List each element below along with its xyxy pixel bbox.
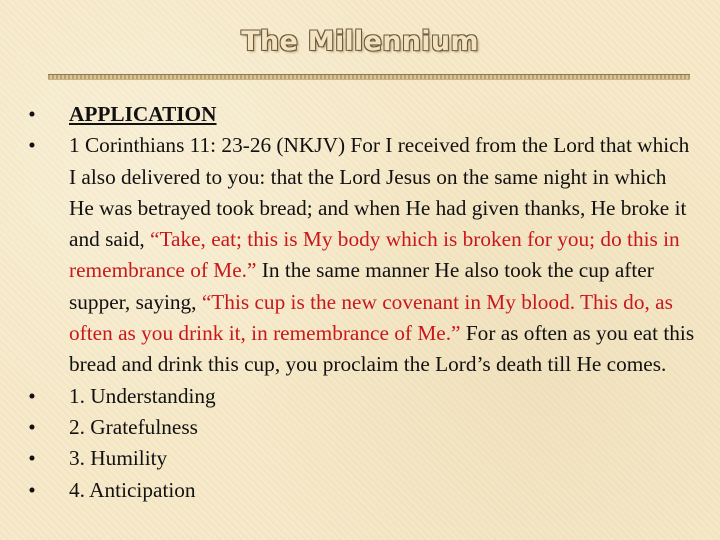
- point-humility: 3. Humility: [69, 446, 168, 471]
- bullet-item-gratefulness: [24, 412, 696, 443]
- point-understanding: 1. Understanding: [69, 383, 216, 408]
- point-gratefulness: 2. Gratefulness: [69, 414, 198, 439]
- bullet-icon: •: [28, 102, 36, 126]
- scripture-text-cup-intro: In the same manner He also took the cup after supper, saying,: [69, 258, 654, 314]
- bullet-item-humility: [24, 443, 696, 474]
- scripture-reference-text: 1 Corinthians 11: 23-26 (NKJV) For I received from the Lord that which I also delivered to you: that the Lord Jesus on the same night in which He was betrayed took bread; and when He had given thanks, He broke it and said,: [69, 133, 690, 252]
- point-anticipation: 4. Anticipation: [69, 477, 196, 502]
- bullet-icon: •: [28, 446, 36, 471]
- title-divider: [48, 74, 690, 80]
- bullet-item-application: [24, 99, 696, 130]
- scripture-text-conclusion: For as often as you eat this bread and drink this cup, you proclaim the Lord’s death till He comes.: [69, 321, 695, 377]
- bullet-icon: •: [28, 477, 36, 502]
- bullet-icon: •: [28, 383, 36, 408]
- scripture-quote-bread: “Take, eat; this is My body which is broken for you; do this in remembrance of Me.”: [69, 227, 680, 283]
- bullet-item-scripture: [24, 130, 696, 380]
- bullet-item-understanding: [24, 381, 696, 412]
- bullet-icon: •: [28, 133, 36, 158]
- bullet-item-anticipation: [24, 475, 696, 506]
- application-heading: APPLICATION: [69, 102, 217, 126]
- bullet-list: [24, 99, 696, 506]
- bullet-icon: •: [28, 414, 36, 439]
- scripture-quote-cup: “This cup is the new covenant in My blood. This do, as often as you drink it, in remembrance of Me.”: [69, 289, 673, 346]
- slide-title: The Millennium: [241, 26, 479, 57]
